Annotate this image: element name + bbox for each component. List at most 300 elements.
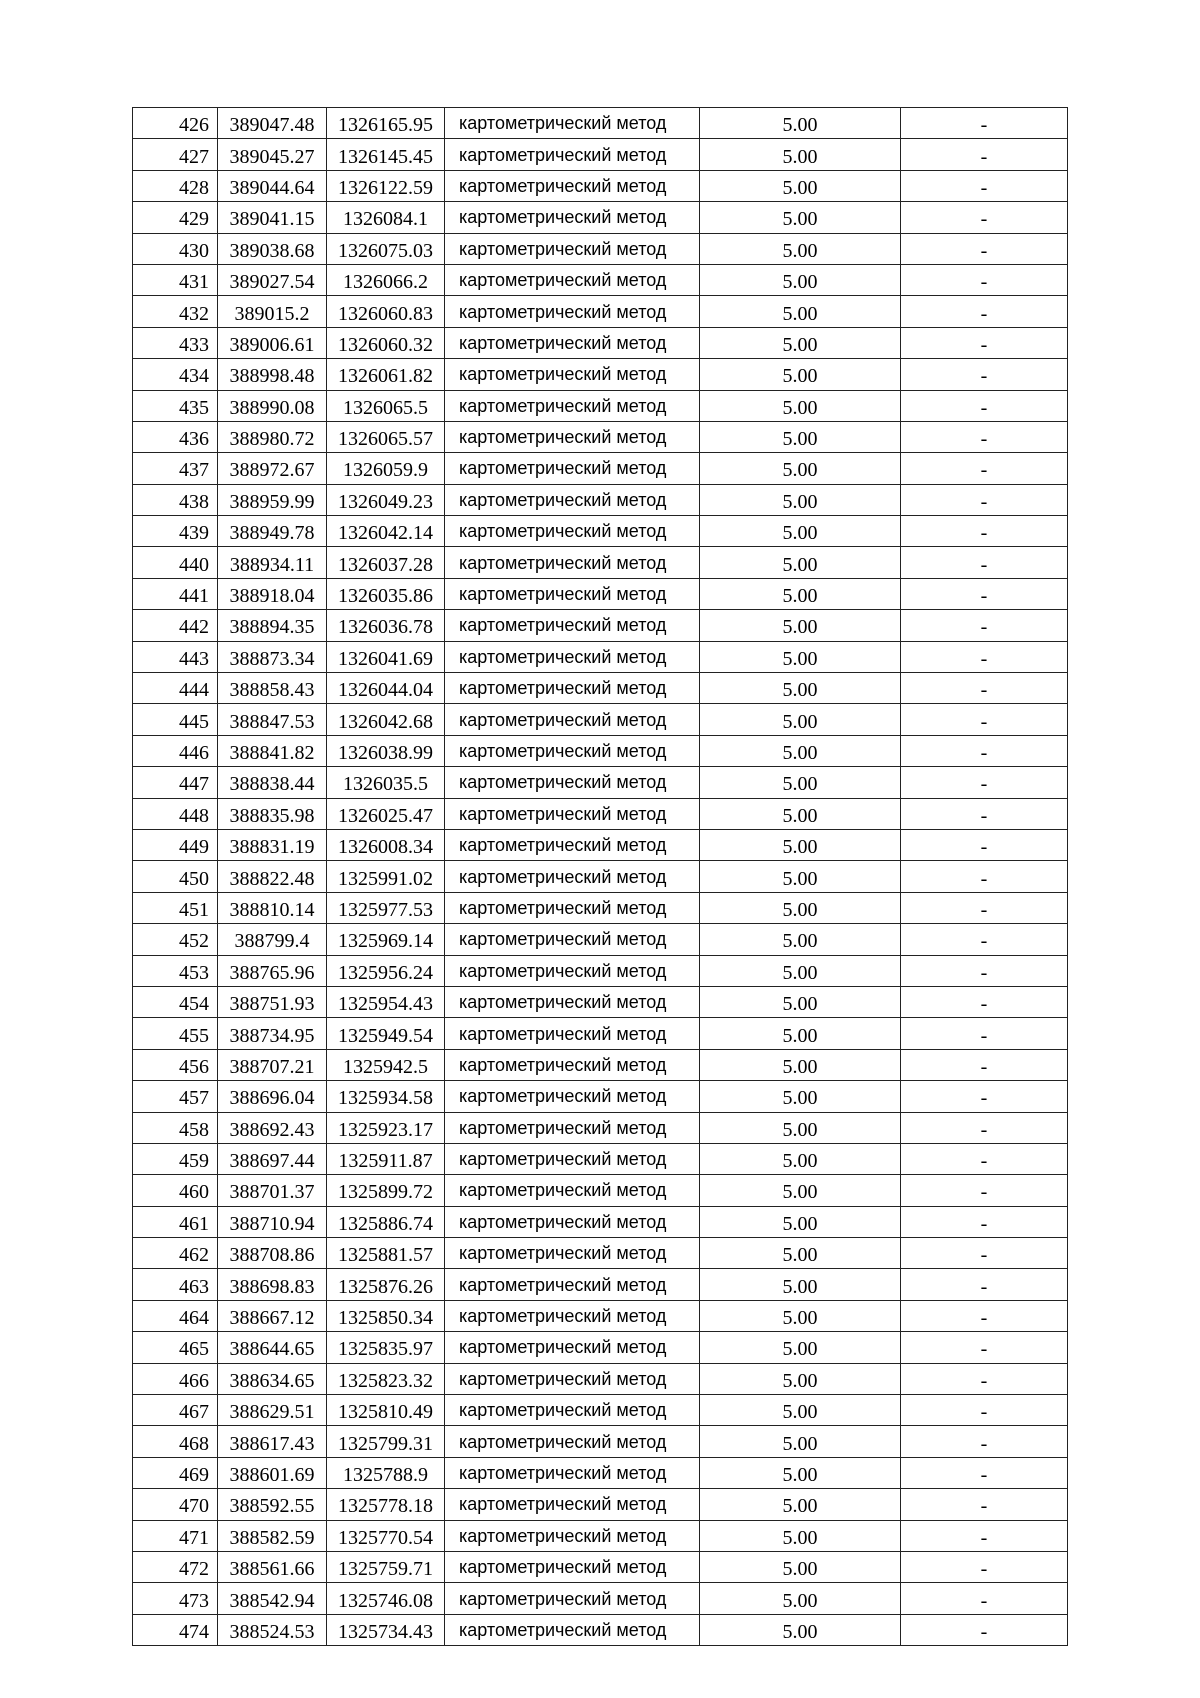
method-cell-text: картометрический метод: [459, 113, 667, 134]
description-cell-text: -: [980, 522, 988, 545]
point-number-cell: [133, 641, 218, 672]
y-coordinate-cell-text: 1325799.31: [338, 1432, 433, 1455]
method-cell-text: картометрический метод: [459, 1462, 667, 1483]
point-number-cell: [133, 233, 218, 264]
method-cell-text: картометрический метод: [459, 1368, 667, 1389]
table-row: [133, 673, 1068, 704]
y-coordinate-cell-text: 1326042.68: [338, 710, 433, 733]
accuracy-cell-text: 5.00: [782, 1307, 818, 1330]
point-number-cell: [133, 986, 218, 1017]
point-number-cell: [133, 924, 218, 955]
x-coordinate-cell: [218, 1520, 327, 1551]
table-row: [133, 1583, 1068, 1614]
x-coordinate-cell-text: 388629.51: [229, 1401, 315, 1424]
y-coordinate-cell: [327, 327, 445, 358]
y-coordinate-cell-text: 1326066.2: [343, 271, 428, 294]
y-coordinate-cell: [327, 892, 445, 923]
x-coordinate-cell-text: 388708.86: [229, 1244, 315, 1267]
y-coordinate-cell-text: 1326061.82: [338, 365, 433, 388]
accuracy-cell: [700, 327, 901, 358]
y-coordinate-cell-text: 1325911.87: [338, 1150, 433, 1173]
method-cell: [445, 202, 700, 233]
y-coordinate-cell-text: 1326041.69: [338, 647, 433, 670]
x-coordinate-cell-text: 388765.96: [229, 961, 315, 984]
accuracy-cell: [700, 1332, 901, 1363]
x-coordinate-cell-text: 388841.82: [229, 742, 315, 764]
description-cell: [901, 892, 1068, 923]
table-row: [133, 516, 1068, 547]
x-coordinate-cell: [218, 327, 327, 358]
point-number-cell-text: 447: [179, 773, 209, 796]
accuracy-cell-text: 5.00: [782, 585, 818, 608]
accuracy-cell-text: 5.00: [782, 208, 818, 231]
point-number-cell-text: 449: [179, 836, 209, 859]
point-number-cell-text: 462: [179, 1244, 209, 1267]
point-number-cell: [133, 1175, 218, 1206]
x-coordinate-cell: [218, 202, 327, 233]
point-number-cell: [133, 1583, 218, 1614]
method-cell-text: картометрический метод: [459, 332, 667, 353]
x-coordinate-cell: [218, 296, 327, 327]
x-coordinate-cell-text: 388698.83: [229, 1275, 315, 1298]
y-coordinate-cell-text: 1325881.57: [338, 1244, 433, 1267]
description-cell-text: -: [980, 1463, 988, 1486]
description-cell: [901, 1614, 1068, 1645]
x-coordinate-cell: [218, 1175, 327, 1206]
x-coordinate-cell-text: 388524.53: [229, 1620, 315, 1643]
y-coordinate-cell: [327, 829, 445, 860]
accuracy-cell-text: 5.00: [782, 1275, 818, 1298]
method-cell-text: картометрический метод: [459, 364, 667, 385]
method-cell-text: картометрический метод: [459, 584, 667, 605]
x-coordinate-cell: [218, 453, 327, 484]
point-number-cell-text: 430: [179, 239, 209, 262]
accuracy-cell: [700, 139, 901, 170]
description-cell: [901, 829, 1068, 860]
x-coordinate-cell-text: 389006.61: [229, 333, 315, 356]
table-row: [133, 139, 1068, 170]
method-cell-text: картометрический метод: [459, 1054, 667, 1075]
description-cell-text: -: [980, 1495, 988, 1518]
x-coordinate-cell: [218, 924, 327, 955]
y-coordinate-cell: [327, 139, 445, 170]
accuracy-cell-text: 5.00: [782, 459, 818, 482]
description-cell-text: -: [980, 1087, 988, 1110]
table-row: [133, 233, 1068, 264]
accuracy-cell-text: 5.00: [782, 804, 818, 827]
method-cell-text: картометрический метод: [459, 741, 667, 761]
table-row: [133, 924, 1068, 955]
description-cell-text: -: [980, 710, 988, 733]
accuracy-cell: [700, 421, 901, 452]
description-cell-text: -: [980, 459, 988, 482]
point-number-cell: [133, 610, 218, 641]
method-cell: [445, 1426, 700, 1457]
point-number-cell-text: 443: [179, 647, 209, 670]
coordinates-table: [132, 107, 1068, 1646]
table-row: [133, 421, 1068, 452]
description-cell-text: -: [980, 1369, 988, 1392]
method-cell-text: картометрический метод: [459, 301, 667, 322]
table-row: [133, 1143, 1068, 1174]
description-cell: [901, 1426, 1068, 1457]
description-cell-text: -: [980, 1275, 988, 1298]
x-coordinate-cell-text: 388847.53: [229, 710, 315, 733]
y-coordinate-cell-text: 1326049.23: [338, 490, 433, 513]
point-number-cell-text: 461: [179, 1212, 209, 1235]
accuracy-cell: [700, 359, 901, 390]
method-cell: [445, 924, 700, 955]
method-cell: [445, 1614, 700, 1645]
description-cell-text: -: [980, 1589, 988, 1612]
description-cell-text: -: [980, 930, 988, 953]
y-coordinate-cell: [327, 170, 445, 201]
x-coordinate-cell: [218, 861, 327, 892]
method-cell-text: картометрический метод: [459, 615, 667, 636]
description-cell-text: -: [980, 333, 988, 356]
method-cell-text: картометрический метод: [459, 1149, 667, 1170]
x-coordinate-cell: [218, 767, 327, 798]
table-row: [133, 1112, 1068, 1143]
table-row: [133, 547, 1068, 578]
accuracy-cell-text: 5.00: [782, 1118, 818, 1141]
accuracy-cell: [700, 233, 901, 264]
method-cell: [445, 390, 700, 421]
point-number-cell: [133, 1300, 218, 1331]
description-cell: [901, 547, 1068, 578]
x-coordinate-cell-text: 388710.94: [229, 1212, 315, 1235]
point-number-cell-text: 455: [179, 1024, 209, 1047]
description-cell-text: -: [980, 867, 988, 890]
x-coordinate-cell: [218, 484, 327, 515]
method-cell-text: картометрический метод: [459, 238, 667, 259]
accuracy-cell: [700, 861, 901, 892]
point-number-cell-text: 457: [179, 1087, 209, 1110]
description-cell: [901, 955, 1068, 986]
method-cell-text: картометрический метод: [459, 1525, 667, 1546]
accuracy-cell-text: 5.00: [782, 1401, 818, 1424]
point-number-cell: [133, 1332, 218, 1363]
point-number-cell: [133, 202, 218, 233]
method-cell: [445, 1081, 700, 1112]
x-coordinate-cell: [218, 829, 327, 860]
y-coordinate-cell-text: 1326038.99: [338, 742, 433, 764]
description-cell: [901, 1081, 1068, 1112]
x-coordinate-cell: [218, 1614, 327, 1645]
point-number-cell: [133, 108, 218, 139]
x-coordinate-cell-text: 388701.37: [229, 1181, 315, 1204]
y-coordinate-cell-text: 1325770.54: [338, 1526, 433, 1549]
method-cell: [445, 892, 700, 923]
point-number-cell: [133, 1049, 218, 1080]
description-cell-text: -: [980, 898, 988, 921]
y-coordinate-cell-text: 1325934.58: [338, 1087, 433, 1110]
method-cell-text: картометрический метод: [459, 144, 667, 165]
y-coordinate-cell-text: 1326060.83: [338, 302, 433, 325]
point-number-cell: [133, 1269, 218, 1300]
point-number-cell-text: 435: [179, 396, 209, 419]
accuracy-cell: [700, 1206, 901, 1237]
accuracy-cell-text: 5.00: [782, 396, 818, 419]
table-row: [133, 986, 1068, 1017]
y-coordinate-cell: [327, 1049, 445, 1080]
x-coordinate-cell: [218, 547, 327, 578]
accuracy-cell-text: 5.00: [782, 1212, 818, 1235]
y-coordinate-cell: [327, 986, 445, 1017]
method-cell-text: картометрический метод: [459, 207, 667, 228]
method-cell: [445, 861, 700, 892]
accuracy-cell-text: 5.00: [782, 647, 818, 670]
x-coordinate-cell-text: 389041.15: [229, 208, 315, 231]
method-cell: [445, 1363, 700, 1394]
table-row: [133, 390, 1068, 421]
x-coordinate-cell-text: 388894.35: [229, 616, 315, 639]
accuracy-cell: [700, 1363, 901, 1394]
description-cell-text: -: [980, 239, 988, 262]
method-cell: [445, 1175, 700, 1206]
point-number-cell: [133, 139, 218, 170]
accuracy-cell-text: 5.00: [782, 898, 818, 921]
table-row: [133, 202, 1068, 233]
table-row: [133, 296, 1068, 327]
method-cell-text: картометрический метод: [459, 1431, 667, 1452]
point-number-cell-text: 456: [179, 1055, 209, 1078]
x-coordinate-cell: [218, 421, 327, 452]
method-cell-text: картометрический метод: [459, 521, 667, 542]
accuracy-cell-text: 5.00: [782, 1024, 818, 1047]
description-cell: [901, 1175, 1068, 1206]
description-cell-text: -: [980, 396, 988, 419]
method-cell: [445, 264, 700, 295]
point-number-cell: [133, 453, 218, 484]
table-row: [133, 359, 1068, 390]
accuracy-cell: [700, 641, 901, 672]
x-coordinate-cell: [218, 641, 327, 672]
point-number-cell: [133, 798, 218, 829]
y-coordinate-cell: [327, 1143, 445, 1174]
y-coordinate-cell: [327, 421, 445, 452]
y-coordinate-cell-text: 1325788.9: [343, 1463, 428, 1486]
y-coordinate-cell-text: 1325956.24: [338, 961, 433, 984]
accuracy-cell-text: 5.00: [782, 1463, 818, 1486]
x-coordinate-cell-text: 388810.14: [229, 898, 315, 921]
point-number-cell-text: 471: [179, 1526, 209, 1549]
x-coordinate-cell-text: 388934.11: [229, 553, 315, 576]
x-coordinate-cell-text: 388959.99: [229, 490, 315, 513]
point-number-cell-text: 444: [179, 679, 209, 702]
point-number-cell-text: 429: [179, 208, 209, 231]
y-coordinate-cell: [327, 296, 445, 327]
accuracy-cell: [700, 1489, 901, 1520]
point-number-cell: [133, 264, 218, 295]
x-coordinate-cell: [218, 1489, 327, 1520]
method-cell: [445, 170, 700, 201]
description-cell: [901, 641, 1068, 672]
point-number-cell-text: 466: [179, 1369, 209, 1392]
x-coordinate-cell-text: 389045.27: [229, 145, 315, 168]
accuracy-cell-text: 5.00: [782, 1181, 818, 1204]
method-cell-text: картометрический метод: [459, 175, 667, 196]
point-number-cell: [133, 547, 218, 578]
accuracy-cell-text: 5.00: [782, 114, 818, 137]
point-number-cell: [133, 955, 218, 986]
table-row: [133, 1332, 1068, 1363]
table-row: [133, 578, 1068, 609]
point-number-cell-text: 463: [179, 1275, 209, 1298]
y-coordinate-cell: [327, 673, 445, 704]
x-coordinate-cell-text: 388561.66: [229, 1558, 315, 1581]
method-cell: [445, 1300, 700, 1331]
point-number-cell-text: 433: [179, 333, 209, 356]
y-coordinate-cell-text: 1325942.5: [343, 1055, 428, 1078]
description-cell-text: -: [980, 428, 988, 451]
x-coordinate-cell-text: 389015.2: [234, 302, 310, 325]
point-number-cell-text: 440: [179, 553, 209, 576]
y-coordinate-cell-text: 1325810.49: [338, 1401, 433, 1424]
x-coordinate-cell: [218, 1269, 327, 1300]
point-number-cell-text: 439: [179, 522, 209, 545]
point-number-cell-text: 473: [179, 1589, 209, 1612]
point-number-cell-text: 470: [179, 1495, 209, 1518]
accuracy-cell-text: 5.00: [782, 1432, 818, 1455]
y-coordinate-cell-text: 1326065.57: [338, 428, 433, 451]
x-coordinate-cell-text: 388707.21: [229, 1055, 315, 1078]
x-coordinate-cell-text: 388799.4: [234, 930, 310, 953]
method-cell: [445, 704, 700, 735]
description-cell-text: -: [980, 804, 988, 827]
table-row: [133, 892, 1068, 923]
description-cell-text: -: [980, 1244, 988, 1267]
point-number-cell: [133, 1520, 218, 1551]
method-cell: [445, 1489, 700, 1520]
point-number-cell-text: 474: [179, 1620, 209, 1643]
table-row: [133, 735, 1068, 766]
point-number-cell-text: 441: [179, 585, 209, 608]
accuracy-cell: [700, 955, 901, 986]
method-cell: [445, 1049, 700, 1080]
method-cell: [445, 1520, 700, 1551]
table-row: [133, 484, 1068, 515]
x-coordinate-cell: [218, 673, 327, 704]
description-cell-text: -: [980, 993, 988, 1016]
y-coordinate-cell: [327, 547, 445, 578]
method-cell-text: картометрический метод: [459, 1180, 667, 1201]
accuracy-cell: [700, 108, 901, 139]
x-coordinate-cell: [218, 264, 327, 295]
point-number-cell: [133, 327, 218, 358]
accuracy-cell-text: 5.00: [782, 993, 818, 1016]
method-cell-text: картометрический метод: [459, 1117, 667, 1138]
description-cell: [901, 296, 1068, 327]
point-number-cell: [133, 484, 218, 515]
x-coordinate-cell: [218, 1049, 327, 1080]
description-cell-text: -: [980, 1338, 988, 1361]
method-cell-text: картометрический метод: [459, 772, 667, 793]
y-coordinate-cell: [327, 108, 445, 139]
method-cell: [445, 1583, 700, 1614]
y-coordinate-cell: [327, 1551, 445, 1582]
method-cell: [445, 1457, 700, 1488]
y-coordinate-cell: [327, 924, 445, 955]
y-coordinate-cell-text: 1325823.32: [338, 1369, 433, 1392]
description-cell-text: -: [980, 1620, 988, 1643]
accuracy-cell: [700, 1614, 901, 1645]
description-cell: [901, 1583, 1068, 1614]
y-coordinate-cell-text: 1325850.34: [338, 1307, 433, 1330]
accuracy-cell-text: 5.00: [782, 239, 818, 262]
description-cell-text: -: [980, 145, 988, 168]
x-coordinate-cell-text: 388601.69: [229, 1463, 315, 1486]
y-coordinate-cell-text: 1325923.17: [338, 1118, 433, 1141]
x-coordinate-cell-text: 388918.04: [229, 585, 315, 608]
x-coordinate-cell-text: 388838.44: [229, 773, 315, 796]
accuracy-cell-text: 5.00: [782, 710, 818, 733]
method-cell: [445, 327, 700, 358]
y-coordinate-cell-text: 1325969.14: [338, 930, 433, 953]
table-row: [133, 1300, 1068, 1331]
x-coordinate-cell: [218, 516, 327, 547]
method-cell: [445, 296, 700, 327]
x-coordinate-cell: [218, 578, 327, 609]
x-coordinate-cell: [218, 1332, 327, 1363]
description-cell: [901, 578, 1068, 609]
y-coordinate-cell: [327, 1395, 445, 1426]
table-row: [133, 1395, 1068, 1426]
accuracy-cell-text: 5.00: [782, 742, 818, 764]
accuracy-cell-text: 5.00: [782, 1338, 818, 1361]
table-row: [133, 798, 1068, 829]
x-coordinate-cell: [218, 390, 327, 421]
method-cell: [445, 673, 700, 704]
y-coordinate-cell-text: 1325954.43: [338, 993, 433, 1016]
point-number-cell-text: 458: [179, 1118, 209, 1141]
method-cell: [445, 1112, 700, 1143]
method-cell: [445, 484, 700, 515]
table-row: [133, 1363, 1068, 1394]
description-cell: [901, 453, 1068, 484]
table-row: [133, 1018, 1068, 1049]
point-number-cell-text: 472: [179, 1558, 209, 1581]
accuracy-cell: [700, 1426, 901, 1457]
accuracy-cell: [700, 892, 901, 923]
x-coordinate-cell-text: 388582.59: [229, 1526, 315, 1549]
description-cell: [901, 1395, 1068, 1426]
table-row: [133, 453, 1068, 484]
y-coordinate-cell: [327, 1018, 445, 1049]
accuracy-cell: [700, 1551, 901, 1582]
method-cell: [445, 359, 700, 390]
y-coordinate-cell-text: 1326165.95: [338, 114, 433, 137]
point-number-cell-text: 436: [179, 428, 209, 451]
x-coordinate-cell: [218, 704, 327, 735]
description-cell-text: -: [980, 836, 988, 859]
accuracy-cell: [700, 390, 901, 421]
table-row: [133, 1206, 1068, 1237]
x-coordinate-cell: [218, 1457, 327, 1488]
description-cell-text: -: [980, 1150, 988, 1173]
accuracy-cell-text: 5.00: [782, 1495, 818, 1518]
y-coordinate-cell-text: 1326122.59: [338, 176, 433, 199]
accuracy-cell: [700, 264, 901, 295]
method-cell: [445, 986, 700, 1017]
point-number-cell-text: 427: [179, 145, 209, 168]
x-coordinate-cell-text: 388831.19: [229, 836, 315, 859]
point-number-cell-text: 451: [179, 898, 209, 921]
description-cell-text: -: [980, 490, 988, 513]
description-cell-text: -: [980, 176, 988, 199]
accuracy-cell-text: 5.00: [782, 961, 818, 984]
x-coordinate-cell-text: 388617.43: [229, 1432, 315, 1455]
